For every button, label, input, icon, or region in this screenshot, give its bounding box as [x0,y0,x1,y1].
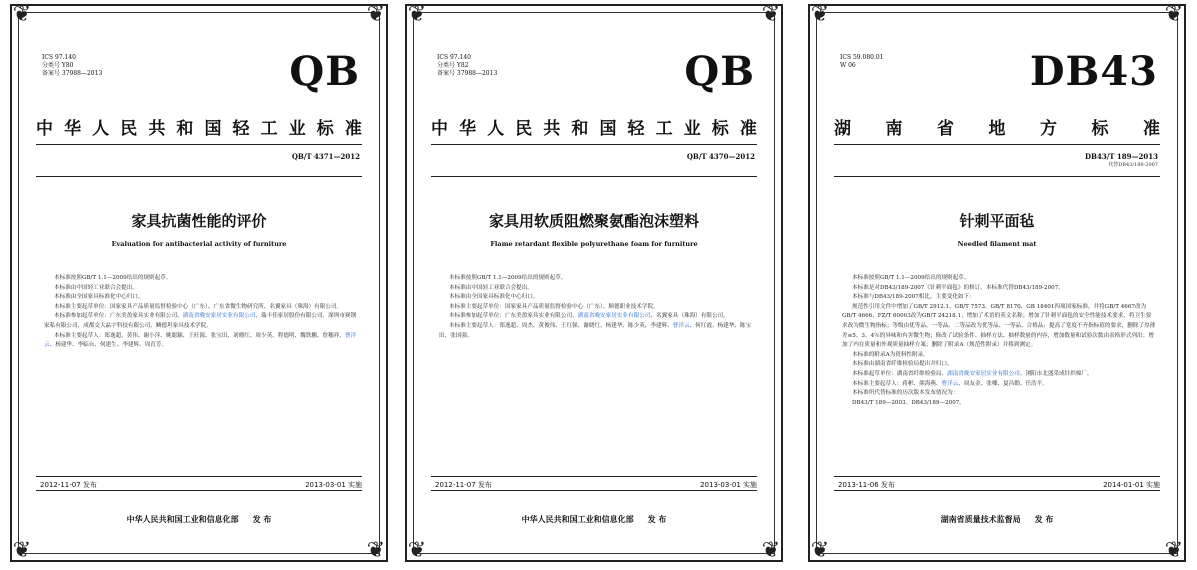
release-date: 2013-11-06 发布 [838,481,895,489]
title-chinese: 针刺平面毡 [959,212,1035,230]
authority-char: 华 [64,119,82,139]
ics-code: ICS 59.080.01 [840,54,884,61]
paragraph-text: 本标准按照GB/T 1.1—2009给出的规则起草。 [54,275,172,281]
title-english: Needled filament mat [957,240,1037,248]
issuer-line [22,514,376,525]
issue-word: 发 布 [1034,515,1054,524]
foreword-paragraph [44,274,358,284]
paragraph-text: 、名翼家具（珠海）有限公司。 [650,313,729,320]
foreword-paragraph [439,284,753,294]
authority-char: 省 [937,119,954,139]
standard-logo: DB43 [1029,48,1158,95]
corner-ornament-icon: ❦ [761,538,781,563]
corner-ornament-icon: ❦ [12,538,32,563]
paragraph-text: 本标准的附录A为资料性附录。 [852,351,929,358]
foreword-paragraph [439,293,753,303]
paragraph-text: 本标准由全国家具标准化中心归口。 [449,294,539,301]
corner-ornament-icon: ❦ [761,2,781,27]
foreword-paragraph [842,351,1156,361]
authority-char: 人 [92,119,110,139]
paragraph-text: DB43/T 189—2003、DB43/189—2007。 [852,399,965,406]
foreword-paragraph [842,360,1156,370]
standard-code-block [1085,153,1158,169]
standard-cover-qb-t-4370 [405,4,783,562]
paragraph-text: 本标准所代替标准的历次版本发布情况为： [852,390,959,397]
divider [834,144,1160,145]
divider [36,476,362,477]
authority-char: 地 [988,119,1006,139]
foreword-paragraph [44,284,358,294]
foreword-paragraph [842,274,1156,284]
foreword-paragraph [44,312,358,331]
paragraph-text: 、何红霞、杨建华、陈宝田、张国强。 [439,322,752,339]
authority-char: 准 [344,119,362,139]
standard-cover-qb-t-4371 [10,4,388,562]
issue-word: 发 布 [252,515,272,524]
authority-char: 中 [36,119,53,139]
issuer-line [820,514,1174,525]
authority-char: 和 [176,119,194,139]
record-number: 备案号 37988—2013 [437,70,498,77]
divider [834,476,1160,477]
ics-code: ICS 97.140 [42,54,76,61]
paragraph-text: 、杨建华、李临台、何建生、李建辉、周育芳。 [49,342,168,349]
corner-ornament-icon: ❦ [366,2,386,27]
title-chinese: 家具用软质阻燃聚氨酯泡沫塑料 [488,212,699,230]
corner-ornament-icon: ❦ [1164,2,1184,27]
standard-code-block [687,153,755,161]
foreword-body [842,274,1156,408]
authority-char: 准 [1143,119,1160,139]
foreword-paragraph [439,303,753,313]
authority-char: 准 [739,119,757,139]
issuer-line [417,514,771,525]
foreword-paragraph [842,284,1156,294]
foreword-body [439,274,753,341]
divider [36,490,362,491]
company-link[interactable]: 湖南省晚安家居实业有限公司 [947,370,1020,377]
paragraph-text: 本标准起草单位：湖南省纤维检验局、 [852,370,948,377]
authority-char: 南 [885,119,903,139]
authority-char: 方 [1040,119,1057,139]
effective-date: 2014-01-01 实施 [1103,481,1160,489]
class-number: 分类号 Y82 [437,62,469,69]
foreword-paragraph [842,399,1156,409]
corner-ornament-icon: ❦ [810,2,830,27]
release-date: 2012-11-07 发布 [40,481,97,489]
issuer-name: 中华人民共和国工业和信息化部 [126,515,239,524]
title-chinese: 家具抗菌性能的评价 [131,212,267,230]
class-number: 分类号 Y80 [42,62,74,69]
foreword-paragraph [439,322,753,341]
foreword-paragraph [842,370,1156,380]
foreword-paragraph [439,312,753,322]
paragraph-text: 、周友金、张卿、夏昌勤、任浩平。 [958,380,1048,387]
class-number: W 06 [840,62,856,69]
foreword-paragraph [842,293,1156,303]
paragraph-text: 本标准主要起草人：郑逸超、黄伟、谢小萍、姚聪颖、王旺源、张宝田、刘晓红、周少英、程德明、魏铁鹏、詹穗祥、 [54,332,345,339]
foreword-paragraph [842,389,1156,399]
paragraph-text: 本标准与DB43/189-2007相比，主要变化如下： [852,294,975,301]
authority-char: 国 [599,119,617,139]
divider [431,490,757,491]
paragraph-text: 、瑞丰佳家居股份有限公司、深圳市赛钢家私有限公司、成都交大晶宇科技有限公司、鳞德坦家具技术学院。 [44,313,357,329]
authority-char: 国 [204,119,222,139]
title-english: Flame retardant flexible polyurethane foam for furniture [490,240,698,248]
foreword-paragraph [842,303,1156,351]
standard-code: QB/T 4370—2012 [686,152,755,161]
company-link[interactable]: 湖南省晚安家居实业有限公司 [577,313,651,320]
release-date: 2012-11-07 发布 [435,481,492,489]
standard-cover-db43-t-189 [808,4,1186,562]
paragraph-text: 本标准由湖南省纤维检验局提出并归口。 [852,361,953,368]
authority-char: 中 [431,119,448,139]
issuing-authority-heading [431,114,757,139]
divider [431,144,757,145]
standard-logo: QB [684,48,755,95]
corner-ornament-icon: ❦ [366,538,386,563]
ics-code: ICS 97.140 [437,54,471,61]
paragraph-text: 本标准由全国家具标准化中心归口。 [54,294,144,301]
foreword-paragraph [44,293,358,303]
authority-char: 和 [571,119,589,139]
divider [431,176,757,177]
dates-row [40,480,362,490]
authority-char: 共 [148,119,166,139]
corner-ornament-icon: ❦ [407,2,427,27]
paragraph-text: 本标准参加起草单位：广东美盈家具实业有限公司、 [449,313,578,320]
authority-char: 业 [288,119,306,139]
title-english: Evaluation for antibacterial activity of furniture [111,240,287,248]
dates-row [838,480,1160,490]
paragraph-text: 本标准按照GB/T 1.1—2009给出的规则起草。 [852,275,970,281]
paragraph-text: 规范性引用文件中增加了GB/T 2912.1、GB/T 7573、GB/T 8170、GB 18401四项国家标准，并将GB/T 4667改为GB/T 4666、FZ/T 60003改为GB/T 24218.1；增加了术语的英文名称；增加了针刺平面毡的安全性能技术要求，将卫生要求改为微生物指标；等级由优等品、一等品、二等品改为优等品、一等品、合格品；提高了宽度不齐指标值的要求，删除了厚薄差≤5、3、4％的异味和有害微生物；修改了试验条件、抽样方法、抽样数量的内容，增加数量和试验次数由表格形式列出；增加了内在质量和外观质量抽样方案；删除了附录A（规范性附录）并移到测定。 [842,303,1156,349]
authority-char: 华 [459,119,477,139]
company-link[interactable]: 湖南省晚安家居实业有限公司 [182,313,256,320]
paragraph-text: 本标准由中国轻工业联合会提出。 [54,284,138,291]
corner-ornament-icon: ❦ [1164,538,1184,563]
authority-char: 人 [487,119,505,139]
effective-date: 2013-03-01 实施 [305,481,362,489]
authority-char: 标 [316,119,334,139]
authority-char: 轻 [627,119,645,139]
issuing-authority-heading [834,114,1160,139]
classification-meta [840,54,884,70]
corner-ornament-icon: ❦ [12,2,32,27]
issue-word: 发 布 [647,515,667,524]
replaces-note: 代替DB43/189-2007 [1108,162,1158,168]
company-link[interactable]: 曹洋云 [672,322,690,329]
authority-char: 共 [543,119,561,139]
authority-char: 轻 [232,119,250,139]
paragraph-text: 本标准是对DB43/189-2007《针刺平面毡》的修订。本标准代替DB43/189-2007。 [852,284,1064,291]
standard-code: DB43/T 189—2013 [1084,152,1158,161]
divider [834,176,1160,177]
paragraph-text: 本标准参加起草单位：广东美盈家具实业有限公司、 [54,313,183,320]
paragraph-text: 、浏阳市北盛采成针织棉厂。 [1019,370,1093,377]
divider [36,176,362,177]
foreword-paragraph [44,332,358,351]
issuer-name: 中华人民共和国工业和信息化部 [521,515,634,524]
issuing-authority-heading [36,114,362,139]
paragraph-text: 本标准由中国轻工业联合会提出。 [449,284,533,291]
issuer-name: 湖南省质量技术监督局 [940,515,1021,524]
authority-char: 标 [1091,119,1109,139]
authority-char: 民 [515,119,533,139]
corner-ornament-icon: ❦ [407,538,427,563]
authority-char: 民 [120,119,138,139]
effective-date: 2013-03-01 实施 [700,481,757,489]
authority-char: 标 [711,119,729,139]
divider [36,144,362,145]
divider [431,476,757,477]
authority-char: 业 [683,119,701,139]
paragraph-text: 本标准主要起草单位：国家家具产品质量监督检验中心（广东）、广东省微生物研究所、名翼家具（珠海）有限公司。 [54,303,343,310]
standard-code: QB/T 4371—2012 [291,152,360,161]
paragraph-text: 本标准主要起草人：郑逸超、周杰、黄俊伟、王红强、谢晓红、杨建华、陈少英、李建辉、 [449,322,673,329]
authority-char: 工 [260,119,278,139]
company-link[interactable]: 曹洋云 [44,332,357,349]
paragraph-text: 本标准按照GB/T 1.1—2009给出的规则起草。 [449,275,567,281]
divider [834,490,1160,491]
classification-meta [42,54,102,78]
record-number: 备案号 37988—2013 [42,70,103,77]
foreword-paragraph [44,303,358,313]
authority-char: 湖 [834,119,851,139]
corner-ornament-icon: ❦ [810,538,830,563]
foreword-body [44,274,358,351]
dates-row [435,480,757,490]
paragraph-text: 本标准主要起草单位：国家家具产品质量监督检验中心（广东）、顺德职业技术学院。 [449,303,659,310]
foreword-paragraph [842,380,1156,390]
company-link[interactable]: 曹洋云 [941,380,959,387]
authority-char: 工 [655,119,673,139]
standard-logo: QB [289,48,360,95]
paragraph-text: 本标准主要起草人：蒋彬、熊海燕、 [852,380,942,387]
standard-code-block [292,153,360,161]
classification-meta [437,54,497,78]
foreword-paragraph [439,274,753,284]
